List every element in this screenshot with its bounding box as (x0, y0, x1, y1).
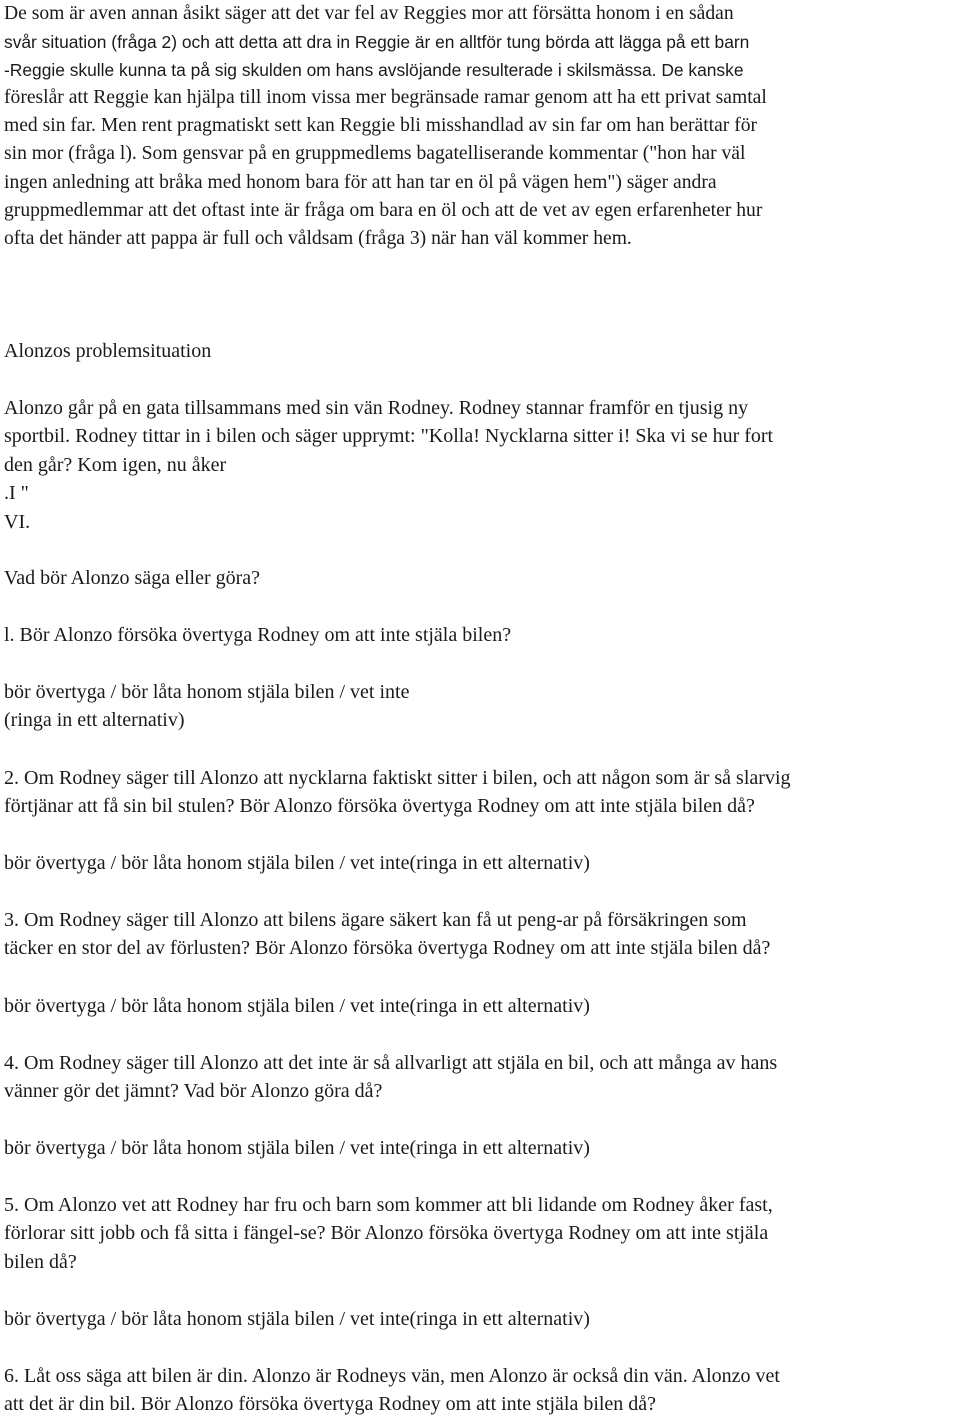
scenario-line-1: Alonzo går på en gata tillsammans med sin vän Rodney. Rodney stannar framför en tjusig ny (4, 397, 749, 419)
question-6-line-1: 6. Låt oss säga att bilen är din. Alonzo är Rodneys vän, men Alonzo är också din vän. Alonzo vet (4, 1365, 780, 1387)
intro-line-3: -Reggie skulle kunna ta på sig skulden om hans avslöjande resulterade i skilsmässa. De kanske (4, 60, 744, 81)
prompt-text: Vad bör Alonzo säga eller göra? (4, 567, 261, 589)
prompt (4, 564, 958, 592)
intro-line-4: föreslår att Reggie kan hjälpa till inom vissa mer begränsade ramar genom att ha ett privat samtal (4, 87, 767, 109)
question-3-line-2: täcker en stor del av förlusten? Bör Alonzo försöka övertyga Rodney om att inte stjäla bilen då? (4, 937, 771, 960)
intro-line-2: svår situation (fråga 2) och att detta att dra in Reggie är en alltför tung börda att lägga på ett barn (4, 32, 750, 53)
intro-line-1: De som är aven annan åsikt säger att det var fel av Reggies mor att försätta honom i en sådan (4, 3, 734, 24)
question-2 (4, 764, 958, 821)
question-1-choices: bör övertyga / bör låta honom stjäla bilen / vet inte (4, 681, 410, 703)
intro-line-5: med sin far. Men rent pragmatiskt sett kan Reggie bli misshandlad av sin far om han berättar för (4, 115, 758, 137)
question-4-choices: bör övertyga / bör låta honom stjäla bilen / vet inte(ringa in ett alternativ) (4, 1137, 590, 1159)
question-4 (4, 1049, 958, 1106)
question-1-text: l. Bör Alonzo försöka övertyga Rodney om att inte stjäla bilen? (4, 624, 512, 646)
question-1 (4, 621, 958, 649)
scenario-line-2: sportbil. Rodney tittar in i bilen och säger upprymt: "Kolla! Nycklarna sitter i! Ska vi se hur fort (4, 425, 774, 448)
question-3 (4, 906, 958, 963)
intro-paragraph (4, 0, 958, 253)
section-title: Alonzos problemsituation (4, 340, 212, 362)
question-5-choices: bör övertyga / bör låta honom stjäla bilen / vet inte(ringa in ett alternativ) (4, 1308, 590, 1330)
question-2-line-2: förtjänar att få sin bil stulen? Bör Alonzo försöka övertyga Rodney om att inte stjäla bilen då? (4, 795, 755, 818)
question-2-options (4, 849, 958, 877)
intro-line-6: sin mor (fråga l). Som gensvar på en gruppmedlems bagatelliserande kommentar ("hon har väl (4, 143, 746, 165)
intro-line-8: gruppmedlemmar att det oftast inte är fråga om bara en öl och att de vet av egen erfarenheter hur (4, 199, 763, 221)
scenario-line-5: VI. (4, 510, 31, 533)
scenario-paragraph (4, 394, 958, 536)
question-1-options (4, 678, 958, 735)
question-5-line-2: förlorar sitt jobb och få sitta i fängel-se? Bör Alonzo försöka övertyga Rodney om att inte stjäla (4, 1222, 769, 1245)
question-4-line-1: 4. Om Rodney säger till Alonzo att det inte är så allvarligt att stjäla en bil, och att många av hans (4, 1052, 778, 1074)
question-2-line-1: 2. Om Rodney säger till Alonzo att nycklarna faktiskt sitter i bilen, och att någon som är så slarvig (4, 767, 791, 789)
question-5-line-1: 5. Om Alonzo vet att Rodney har fru och barn som kommer att bli lidande om Rodney åker fast, (4, 1194, 773, 1216)
question-5-options (4, 1305, 958, 1333)
question-3-choices: bör övertyga / bör låta honom stjäla bilen / vet inte(ringa in ett alternativ) (4, 995, 590, 1017)
scenario-line-3: den går? Kom igen, nu åker (4, 453, 227, 476)
question-1-instruction: (ringa in ett alternativ) (4, 709, 185, 732)
intro-line-9: ofta det händer att pappa är full och våldsam (fråga 3) när han väl kommer hem. (4, 227, 632, 249)
question-4-line-2: vänner gör det jämnt? Vad bör Alonzo göra då? (4, 1080, 383, 1103)
question-6-line-2: att det är din bil. Bör Alonzo försöka övertyga Rodney om att inte stjäla bilen då? (4, 1393, 657, 1416)
intro-line-7: ingen anledning att bråka med honom bara för att han tar en öl på vägen hem") säger andra (4, 171, 717, 193)
question-6 (4, 1362, 958, 1419)
scenario-line-4: .I " (4, 482, 29, 505)
question-2-choices: bör övertyga / bör låta honom stjäla bilen / vet inte(ringa in ett alternativ) (4, 852, 590, 874)
question-3-options (4, 992, 958, 1020)
question-5 (4, 1191, 958, 1276)
question-4-options (4, 1134, 958, 1162)
question-5-line-3: bilen då? (4, 1250, 77, 1273)
question-3-line-1: 3. Om Rodney säger till Alonzo att bilens ägare säkert kan få ut peng-ar på försäkringen som (4, 909, 747, 931)
